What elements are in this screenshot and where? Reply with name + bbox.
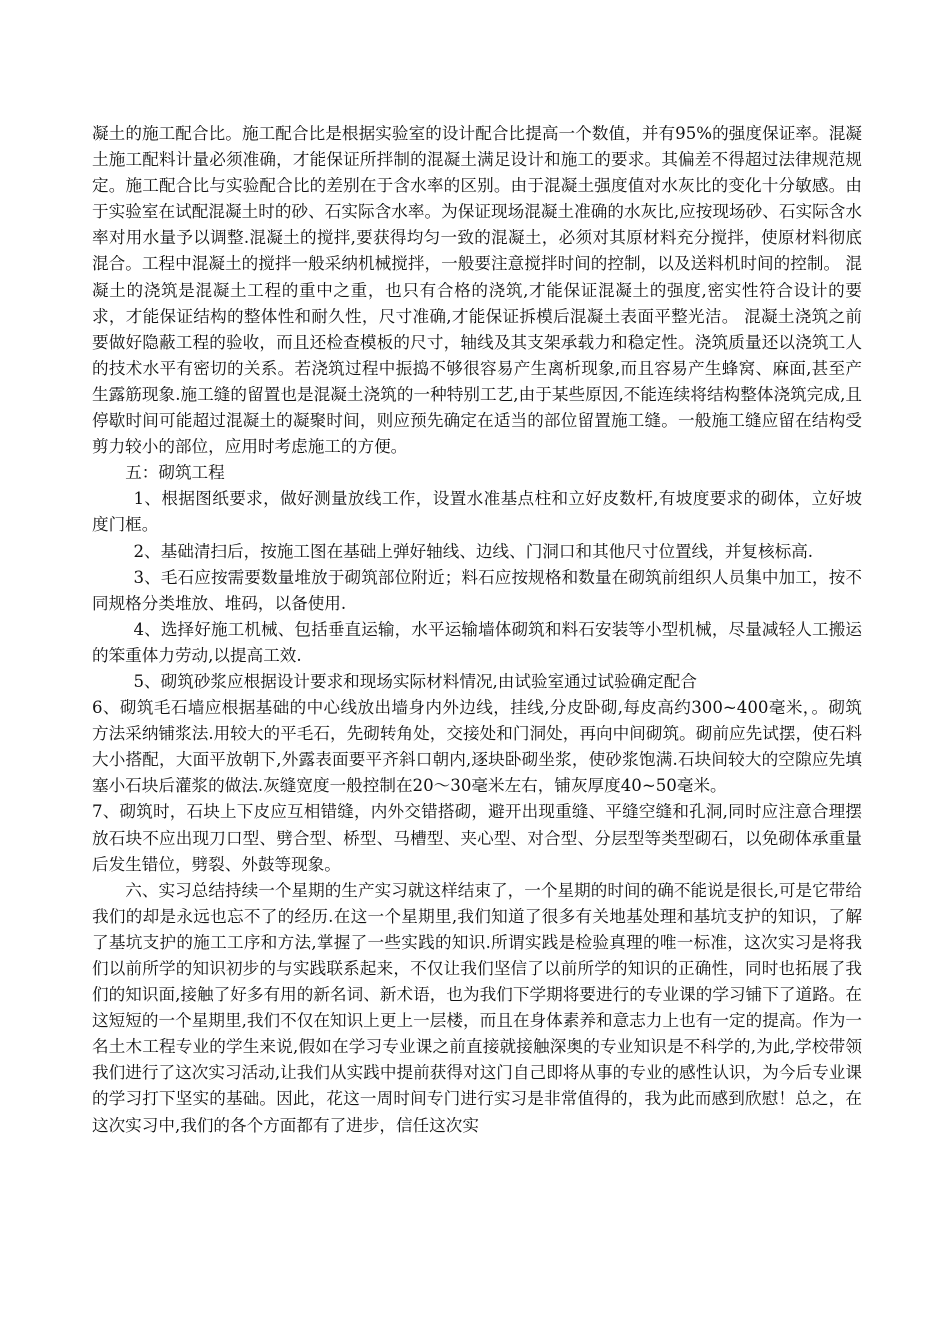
document-page bbox=[92, 121, 862, 1139]
masonry-item-2: 2、基础清扫后，按施工图在基础上弹好轴线、边线、门洞口和其他尺寸位置线，并复核标高. bbox=[133, 541, 814, 561]
masonry-item-7: 7、砌筑时，石块上下皮应互相错缝，内外交错搭砌，避开出现重缝、平缝空缝和孔洞,同时应注意合理摆放石块不应出现刀口型、劈合型、桥型、马槽型、夹心型、对合型、分层型等类型砌石，以免砌体承重量后发生错位，劈裂、外鼓等现象。 bbox=[92, 802, 862, 874]
masonry-item-6: 6、砌筑毛石墙应根据基础的中心线放出墙身内外边线，挂线,分皮卧砌,每皮高约300~400毫米，。砌筑方法采纳铺浆法.用较大的平毛石，先砌转角处，交接处和门洞处，再向中间砌筑。砌前应先试摆，使石料大小搭配，大面平放朝下,外露表面要平齐斜口朝内,逐块卧砌坐浆，使砂浆饱满.石块间较大的空隙应先填塞小石块后灌浆的做法.灰缝宽度一般控制在20～30毫米左右，铺灰厚度40~50毫米。 bbox=[92, 698, 862, 796]
masonry-item-5: 5、砌筑砂浆应根据设计要求和现场实际材料情况,由试验室通过试验确定配合 bbox=[133, 671, 697, 691]
masonry-item-4: 4、选择好施工机械、包括垂直运输，水平运输墙体砌筑和料石安装等小型机械，尽量减轻人工搬运的笨重体力劳动,以提高工效. bbox=[92, 619, 862, 665]
concrete-paragraph: 凝土的施工配合比。施工配合比是根据实验室的设计配合比提高一个数值，并有95%的强度保证率。混凝土施工配料计量必须准确，才能保证所拌制的混凝土满足设计和施工的要求。其偏差不得超过法律规范规定。施工配合比与实验配合比的差别在于含水率的区别。由于混凝土强度值对水灰比的变化十分敏感。由于实验室在试配混凝土时的砂、石实际含水率。为保证现场混凝土准确的水灰比,应按现场砂、石实际含水率对用水量予以调整.混凝土的搅拌,要获得均匀一致的混凝土，必须对其原材料充分搅拌，使原材料彻底混合。工程中混凝土的搅拌一般采纳机械搅拌，一般要注意搅拌时间的控制，以及送料机时间的控制。 混凝土的浇筑是混凝土工程的重中之重，也只有合格的浇筑,才能保证混凝土的强度,密实性符合设计的要求，才能保证结构的整体性和耐久性，尺寸准确,才能保证拆模后混凝土表面平整光洁。 混凝土浇筑之前要做好隐蔽工程的验收，而且还检查模板的尺寸，轴线及其支架承载力和稳定性。浇筑质量还以浇筑工人的技术水平有密切的关系。若浇筑过程中振捣不够很容易产生离析现象,而且容易产生蜂窝、麻面,甚至产生露筋现象.施工缝的留置也是混凝土浇筑的一种特别工艺,由于某些原因,不能连续将结构整体浇筑完成,且停歇时间可能超过混凝土的凝聚时间，则应预先确定在适当的部位留置施工缝。一般施工缝应留在结构受剪力较小的部位，应用时考虑施工的方便。 bbox=[92, 124, 862, 457]
masonry-item-1: 1、根据图纸要求，做好测量放线工作，设置水准基点柱和立好皮数杆,有坡度要求的砌体，立好坡度门框。 bbox=[92, 489, 862, 535]
section-heading-masonry: 五：砌筑工程 bbox=[125, 463, 225, 483]
masonry-item-3: 3、毛石应按需要数量堆放于砌筑部位附近；料石应按规格和数量在砌筑前组织人员集中加工，按不同规格分类堆放、堆码，以备使用. bbox=[92, 567, 862, 613]
internship-summary-paragraph: 六、实习总结持续一个星期的生产实习就这样结束了，一个星期的时间的确不能说是很长,可是它带给我们的却是永远也忘不了的经历.在这一个星期里,我们知道了很多有关地基处理和基坑支护的知识，了解了基坑支护的施工工序和方法,掌握了一些实践的知识.所谓实践是检验真理的唯一标准，这次实习是将我们以前所学的知识初步的与实践联系起来，不仅让我们坚信了以前所学的知识的正确性，同时也拓展了我们的知识面,接触了好多有用的新名词、新术语，也为我们下学期将要进行的专业课的学习铺下了道路。在这短短的一个星期里,我们不仅在知识上更上一层楼，而且在身体素养和意志力上也有一定的提高。作为一名土木工程专业的学生来说,假如在学习专业课之前直接就接触深奥的专业知识是不科学的,为此,学校带领我们进行了这次实习活动,让我们从实践中提前获得对这门自己即将从事的专业的感性认识，为今后专业课的学习打下坚实的基础。因此，花这一周时间专门进行实习是非常值得的，我为此而感到欣慰！总之，在这次实习中,我们的各个方面都有了进步，信任这次实 bbox=[92, 880, 862, 1135]
